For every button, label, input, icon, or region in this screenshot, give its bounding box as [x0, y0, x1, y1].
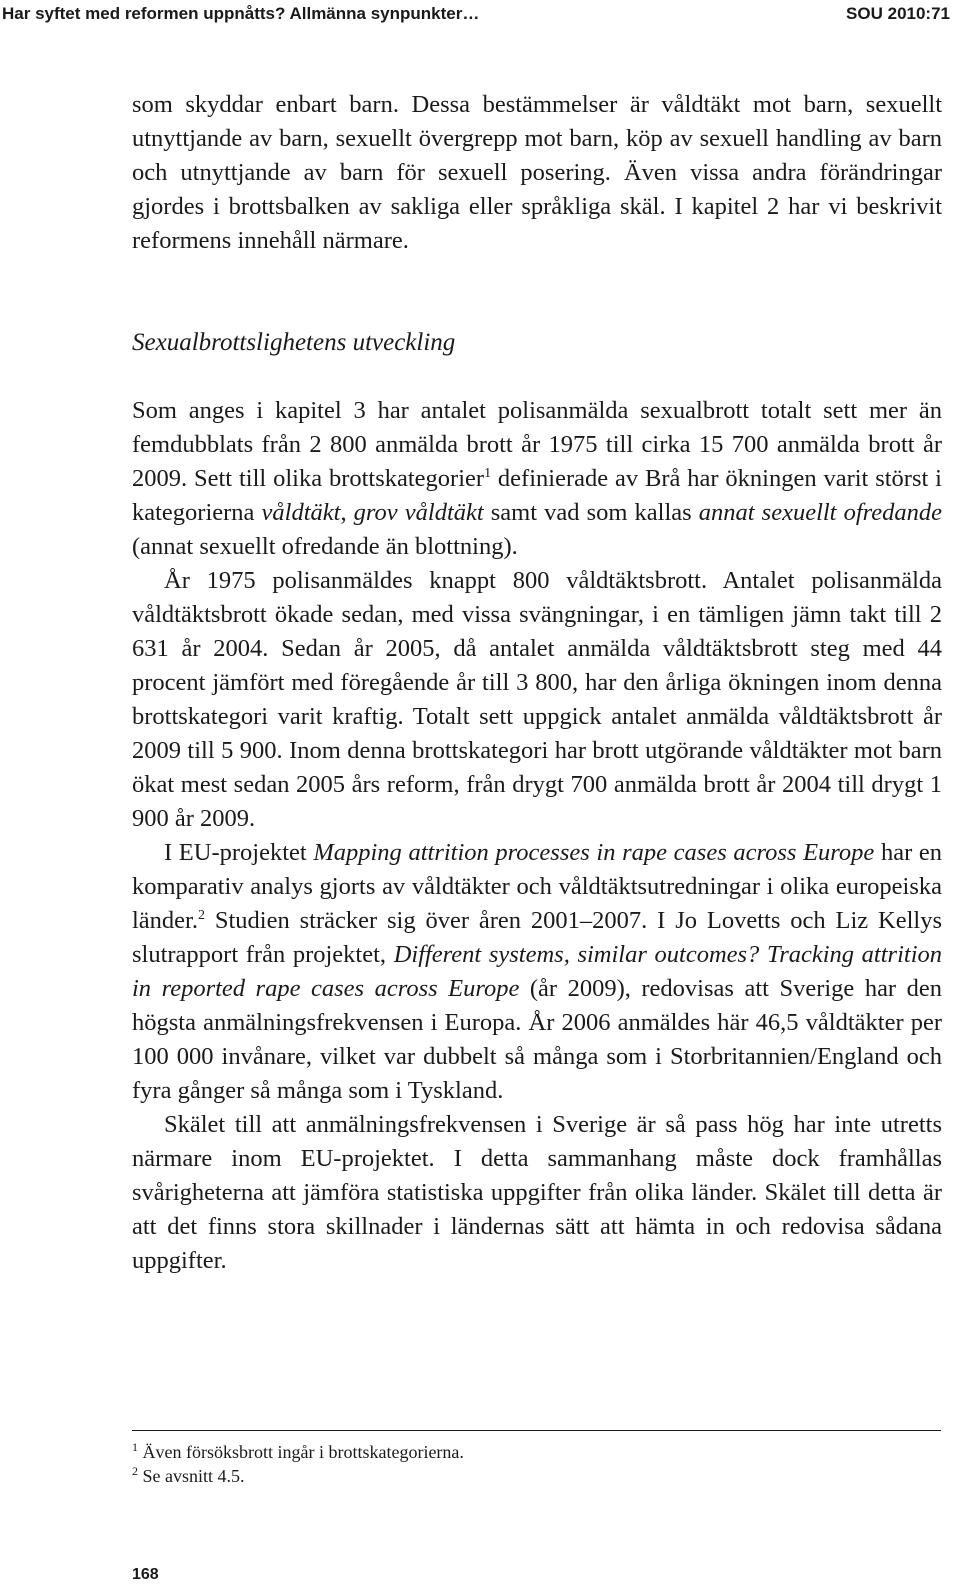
main-text	[132, 394, 942, 1278]
footnotes	[132, 1440, 932, 1488]
footnote-number: 1	[132, 1440, 138, 1454]
footnote-divider	[132, 1430, 941, 1431]
p1-italic-2: grov våldtäkt	[353, 499, 484, 526]
p1-text-d: samt vad som kallas	[483, 499, 699, 526]
p1-text-a: Som anges i kapitel 3 har antalet polisanmälda sexualbrott totalt sett mer än femdubblats från 2 800 anmälda brott år 1975 till cirka 15 700 anmälda brott år 2009. Sett till olika brottskategorier	[132, 397, 942, 492]
p1-text-b: definierade av Brå har ökningen varit störst i kategorierna	[132, 465, 942, 526]
intro-paragraph: som skyddar enbart barn. Dessa bestämmelser är våldtäkt mot barn, sexuellt utnyttjande av barn, sexuellt övergrepp mot barn, köp av sexuell handling av barn och utnyttjande av barn för sexuell posering. Även vissa andra förändringar gjordes i brottsbalken av sakliga eller språkliga skäl. I kapitel 2 har vi beskrivit reformens innehåll närmare.	[132, 91, 942, 254]
paragraph-3	[132, 836, 942, 1108]
footnote-ref-1[interactable]: 1	[484, 465, 492, 481]
p3-text-d: (år 2009), redovisas att Sverige har den högsta anmälningsfrekvensen i Europa. År 2006 anmäldes här 46,5 våldtäkter per 100 000 invånare, vilket var dubbelt så många som i Storbritannien/England och fyra gånger så många som i Tyskland.	[132, 975, 942, 1104]
p3-italic-2: Different systems, similar outcomes? Tracking attrition in reported rape cases across Europe	[132, 941, 943, 1002]
running-header	[0, 4, 950, 34]
p3-text-b: har en komparativ analys gjorts av våldtäkter och våldtäktsutredningar i olika europeiska länder.	[132, 839, 942, 934]
footnote-ref-2[interactable]: 2	[198, 907, 205, 923]
p1-italic-3: annat sexuellt ofredande	[698, 499, 943, 526]
report-number: SOU 2010:71	[846, 4, 950, 23]
p1-italic-1: våldtäkt	[261, 499, 341, 526]
chapter-title: Har syftet med reformen uppnåtts? Allmänna synpunkter…	[2, 4, 480, 23]
p3-italic-1: Mapping attrition processes in rape cases across Europe	[313, 839, 875, 866]
paragraph-4: Skälet till att anmälningsfrekvensen i Sverige är så pass hög har inte utretts närmare inom EU-projektet. I detta sammanhang måste dock framhållas svårigheterna att jämföra statistiska uppgifter från olika länder. Skälet till detta är att det finns stora skillnader i ländernas sätt att hämta in och redovisa sådana uppgifter.	[132, 1111, 942, 1274]
p3-text-c: Studien sträcker sig över åren 2001–2007. I Jo Lovetts och Liz Kellys slutrapport från projektet,	[132, 907, 942, 968]
section-heading: Sexualbrottslighetens utveckling	[132, 329, 456, 356]
p1-text-c: ,	[340, 499, 354, 526]
footnote-text: Se avsnitt 4.5.	[138, 1466, 245, 1486]
footnote-text: Även försöksbrott ingår i brottskategorierna.	[138, 1442, 464, 1462]
paragraph-2: År 1975 polisanmäldes knappt 800 våldtäktsbrott. Antalet polisanmälda våldtäktsbrott ökade sedan, med vissa svängningar, i en tämligen jämn takt till 2 631 år 2004. Sedan år 2005, då antalet anmälda våldtäktsbrott steg med 44 procent jämfört med föregående år till 3 800, har den årliga ökningen inom denna brottskategori varit kraftig. Totalt sett uppgick antalet anmälda våldtäktsbrott år 2009 till 5 900. Inom denna brottskategori har brott utgörande våldtäkter mot barn ökat mest sedan 2005 års reform, från drygt 700 anmälda brott år 2004 till drygt 1 900 år 2009.	[132, 567, 942, 832]
p1-text-e: (annat sexuellt ofredande än blottning).	[132, 533, 518, 560]
intro-section	[132, 88, 942, 258]
footnote-2	[132, 1464, 932, 1488]
page-number: 168	[132, 1566, 159, 1583]
footnote-number: 2	[132, 1464, 138, 1478]
footnote-1	[132, 1440, 932, 1464]
p3-text-a: I EU-projektet	[164, 839, 314, 866]
paragraph-1	[132, 394, 942, 564]
